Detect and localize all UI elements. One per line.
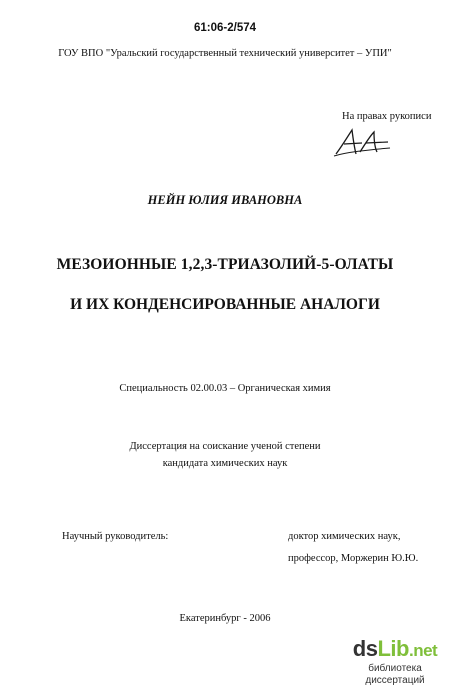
supervisor-name: профессор, Моржерин Ю.Ю.: [288, 553, 419, 564]
organization-name: ГОУ ВПО "Уральский государственный технический университет – УПИ": [58, 48, 392, 59]
dslib-watermark: [345, 637, 445, 687]
specialty: Специальность 02.00.03 – Органическая химия: [119, 383, 331, 394]
handwritten-signature: [332, 126, 392, 160]
dissertation-line-2: кандидата химических наук: [162, 458, 288, 469]
author-name: НЕЙН ЮЛИЯ ИВАНОВНА: [147, 193, 303, 207]
city-year: Екатеринбург - 2006: [179, 613, 271, 624]
document-code: 61:06-2/574: [193, 22, 257, 34]
dslib-subtitle: библиотека диссертаций: [365, 663, 425, 686]
title-line-1: МЕЗОИОННЫЕ 1,2,3-ТРИАЗОЛИЙ-5-ОЛАТЫ: [56, 256, 394, 273]
dissertation-line-1: Диссертация на соискание ученой степени: [129, 441, 321, 452]
supervisor-label: Научный руководитель:: [62, 531, 169, 542]
rights-notice: На правах рукописи: [342, 111, 432, 122]
supervisor-degree: доктор химических наук,: [288, 531, 401, 542]
dslib-logo: dsLib.net: [352, 636, 438, 661]
title-line-2: И ИХ КОНДЕНСИРОВАННЫЕ АНАЛОГИ: [70, 296, 380, 313]
